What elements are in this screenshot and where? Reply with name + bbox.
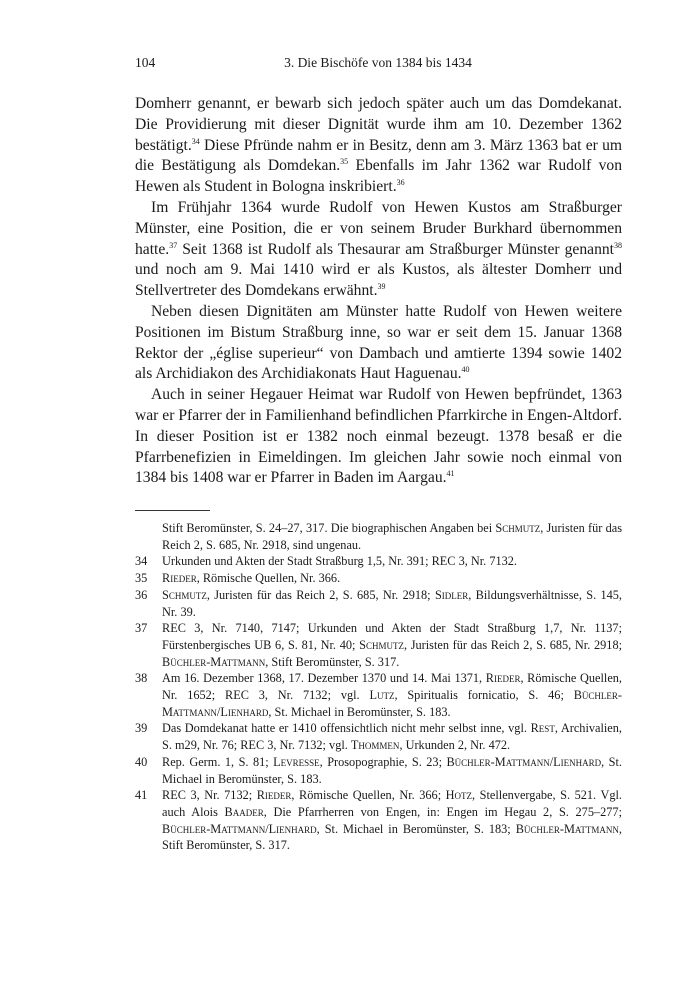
text-run: Am 16. Dezember 1368, 17. Dezember 1370 und 14. Mai 1371, <box>162 671 486 686</box>
text-run: , Römische Quellen, Nr. 1652; REC 3, Nr. 7132; vgl. <box>162 671 622 703</box>
footnote-ref: 36 <box>396 178 405 188</box>
text-run: Rep. Germ. 1, S. 81; <box>162 754 274 769</box>
text-run: REC 3, Nr. 7132; <box>162 788 257 803</box>
author-name: Rieder <box>162 571 197 586</box>
author-name: Büchler-Mattmann <box>162 654 266 669</box>
footnote-number: 37 <box>135 621 148 636</box>
main-text <box>135 94 622 489</box>
text-run: , Prosopographie, S. 23; <box>319 754 447 769</box>
author-name: Levresse <box>273 754 320 769</box>
footnote <box>135 787 622 854</box>
author-name: Büchler-Mattmann/Lienhard <box>162 821 317 836</box>
author-name: Schmutz <box>359 637 404 652</box>
text-run: , Juristen für das Reich 2, S. 685, Nr. 2918; <box>403 637 623 652</box>
footnote-number: 38 <box>135 671 148 686</box>
text-run: , St. Michael in Beromünster, S. 183. <box>268 704 451 719</box>
text-run: Domherr genannt, er bewarb sich jedoch später auch um das Domdekanat. Die Providierung mit dieser Dignität wurde ihm am 10. Dezember 1362 bestätigt. <box>135 95 622 154</box>
text-run: , Juristen für das Reich 2, S. 685, Nr. 2918; <box>206 587 435 602</box>
running-title: 3. Die Bischöfe von 1384 bis 1434 <box>284 55 472 70</box>
running-header <box>135 55 621 77</box>
text-run: , Juristen für das Reich 2, S. 685, Nr. 2918, sind ungenau. <box>162 521 622 552</box>
author-name: Lutz <box>369 688 395 703</box>
text-run: , Stellenvergabe, S. 521. Vgl. auch Alois <box>162 788 622 819</box>
text-run: Neben diesen Dignitäten am Münster hatte Rudolf von Hewen weitere Positionen im Bistum Straßburg inne, so war er seit dem 15. Januar 1368 Rektor der „église superieur“ von Dambach und amtierte 1394 sowie 1402 als Archidiakon des Archidiakonats Haut Haguenau. <box>135 302 622 383</box>
footnote-number: 34 <box>135 554 148 569</box>
text-run: Stift Beromünster, S. 24–27, 317. Die biographischen Angaben bei <box>162 521 496 535</box>
text-run: Urkunden und Akten der Stadt Straßburg 1,5, Nr. 391; REC 3, Nr. 7132. <box>162 554 517 569</box>
author-name: Rieder <box>485 671 521 686</box>
text-run: Im Frühjahr 1364 wurde Rudolf von Hewen Kustos am Straßburger Münster, eine Position, die er von seinem Bruder Burkhard übernommen hatte. <box>135 198 622 258</box>
footnote-ref: 38 <box>614 240 622 250</box>
footnote <box>135 620 622 670</box>
author-name: Rieder <box>256 788 292 803</box>
text-run: , Römische Quellen, Nr. 366. <box>196 571 341 586</box>
paragraph <box>135 198 622 302</box>
footnote <box>135 520 622 553</box>
footnote-number: 39 <box>135 721 148 736</box>
footnote <box>135 670 622 720</box>
footnote-number: 35 <box>135 571 148 586</box>
author-name: Baader <box>224 804 264 819</box>
paragraph <box>135 94 622 198</box>
text-run: , Stift Beromünster, S. 317. <box>162 821 622 853</box>
author-name: Sidler <box>434 587 469 602</box>
text-run: , Bildungsverhältnisse, S. 145, Nr. 39. <box>162 587 623 619</box>
footnote <box>135 587 622 620</box>
author-name: Hotz <box>445 788 473 803</box>
footnote-ref: 39 <box>377 282 386 292</box>
text-run: , Archivalien, S. m29, Nr. 76; REC 3, Nr. 7132; vgl. <box>162 721 622 753</box>
text-run: , Die Pfarrherren von Engen, in: Engen im Hegau 2, S. 275–277; <box>263 804 622 819</box>
text-run: und noch am 9. Mai 1410 wird er als Kustos, als ältester Domherr und Stellvertreter des Domdekans erwähnt. <box>135 261 622 300</box>
text-run: Diese Pfründe nahm er in Besitz, denn am 3. März 1363 bat er um die Bestätigung als Domdekan. <box>135 136 622 175</box>
text-run: Ebenfalls im Jahr 1362 war Rudolf von Hewen als Student in Bologna inskribiert. <box>135 157 622 196</box>
text-run: Das Domdekanat hatte er 1410 offensichtlich nicht mehr selbst inne, vgl. <box>162 721 531 736</box>
text-run: Auch in seiner Hegauer Heimat war Rudolf von Hewen bepfründet, 1363 war er Pfarrer der in Familienhand befindlichen Pfarrkirche in Engen-Altdorf. In dieser Position ist er 1382 noch einmal bezeugt. 1378 besaß er die Pfarrbenefizien in Eimeldingen. Im gleichen Jahr sowie noch einmal von 1384 bis 1408 war er Pfarrer in Baden im Aargau. <box>135 386 622 487</box>
footnote-ref: 40 <box>461 365 470 375</box>
page-number: 104 <box>135 55 156 70</box>
footnote-ref: 41 <box>446 469 455 479</box>
footnote <box>135 720 622 753</box>
author-name: Schmutz <box>162 587 207 602</box>
footnote-ref: 35 <box>340 157 349 167</box>
author-name: Büchler-Mattmann/Lienhard <box>446 754 602 769</box>
text-run: , Spiritualis fornicatio, S. 46; <box>394 688 574 703</box>
footnotes <box>135 520 622 854</box>
footnote <box>135 570 622 587</box>
footnote-separator <box>135 510 210 511</box>
footnote-ref: 34 <box>191 136 200 146</box>
footnote <box>135 553 622 570</box>
author-name: Büchler-Mattmann <box>515 821 619 836</box>
footnote-ref: 37 <box>169 240 178 250</box>
footnote <box>135 754 622 787</box>
text-run: REC 3, Nr. 7140, 7147; Urkunden und Akten der Stadt Straßburg 1,7, Nr. 1137; Fürstenbergisches UB 6, S. 81, Nr. 40; <box>162 621 622 652</box>
author-name: Schmutz <box>495 521 541 535</box>
footnote-number: 40 <box>135 754 148 769</box>
text-run: Seit 1368 ist Rudolf als Thesaurar am Straßburger Münster genannt <box>177 240 614 258</box>
text-run: , Urkunden 2, Nr. 472. <box>399 738 511 753</box>
footnote-number: 41 <box>135 788 148 803</box>
text-run: , Stift Beromünster, S. 317. <box>265 654 400 669</box>
text-run: , Römische Quellen, Nr. 366; <box>291 788 446 803</box>
text-run: , St. Michael in Beromünster, S. 183; <box>316 821 516 836</box>
author-name: Büchler-Mattmann/Lienhard <box>162 688 622 719</box>
author-name: Thommen <box>350 738 400 753</box>
text-run: , St. Michael in Beromünster, S. 183. <box>162 754 622 786</box>
author-name: Rest <box>530 721 555 736</box>
paragraph <box>135 385 622 489</box>
footnote-number: 36 <box>135 587 148 602</box>
paragraph <box>135 302 622 385</box>
